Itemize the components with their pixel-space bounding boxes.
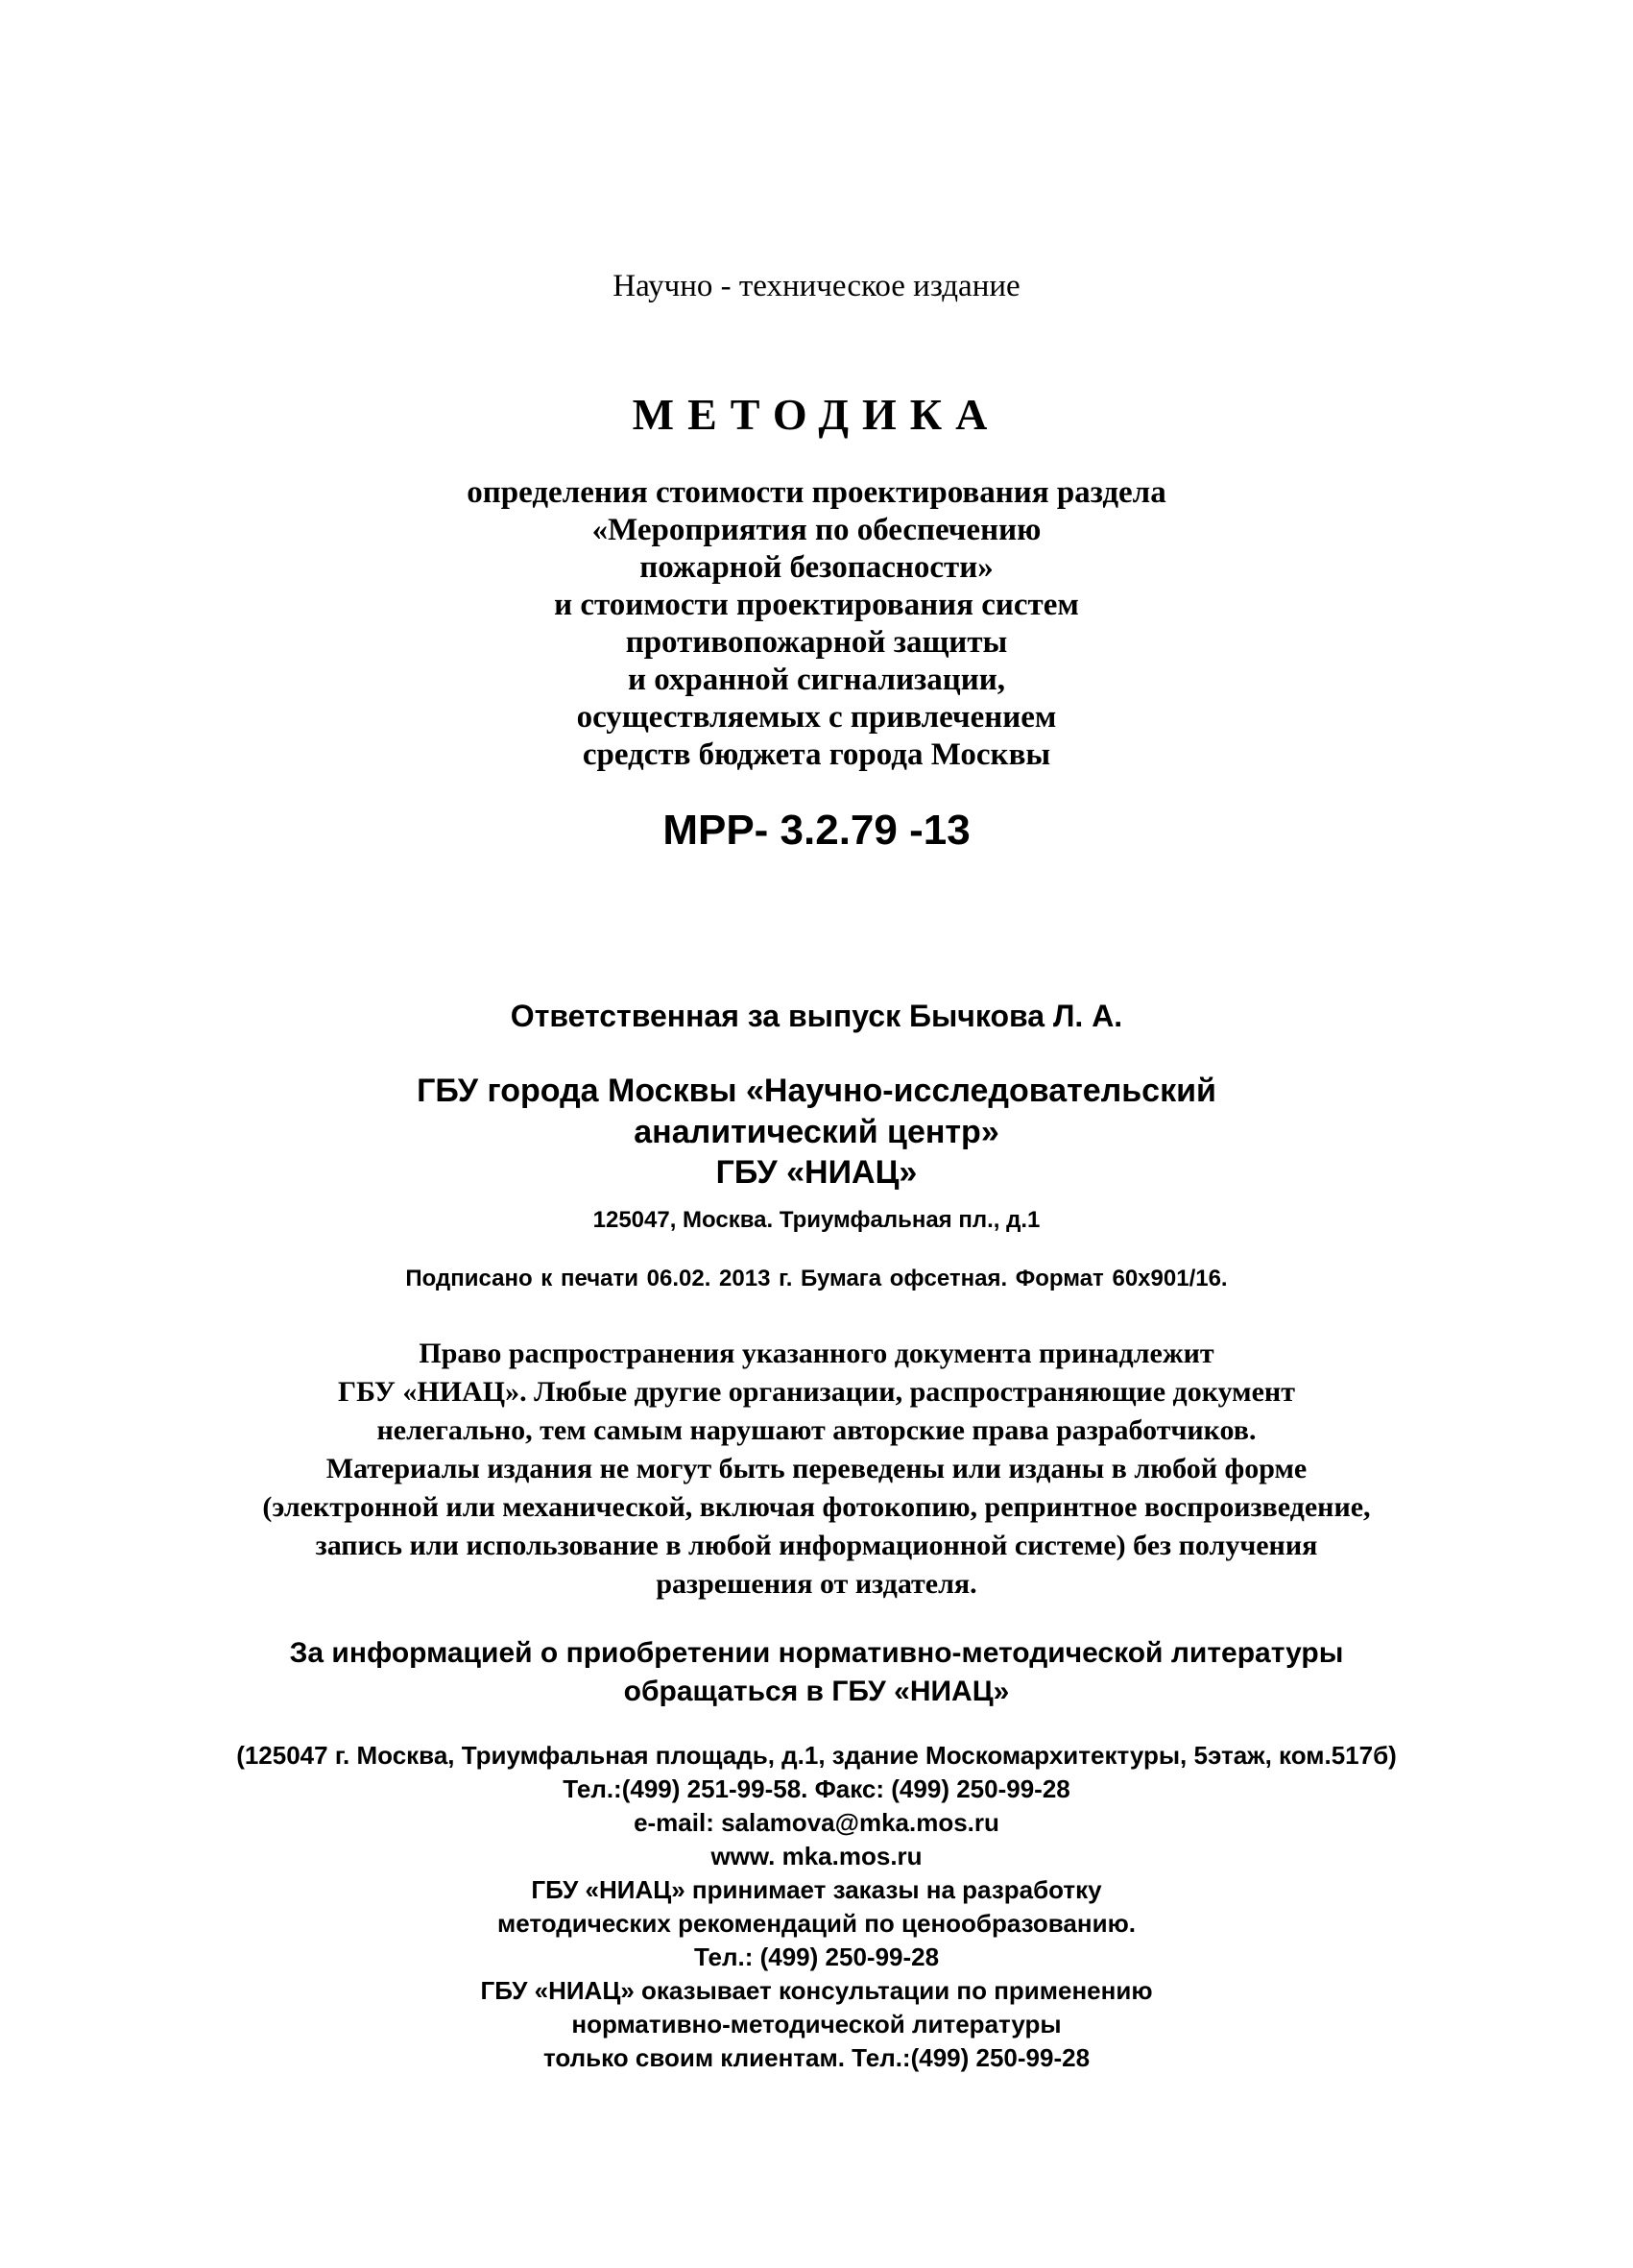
- contact-line: (125047 г. Москва, Триумфальная площадь, д.1, здание Москомархитектуры, 5этаж, ком.517б): [236, 1741, 1397, 1770]
- subtitle-line: и стоимости проектирования систем: [554, 588, 1079, 622]
- organization-address: 125047, Москва. Триумфальная пл., д.1: [592, 1207, 1041, 1233]
- contact-line: www. mka.mos.ru: [710, 1842, 923, 1870]
- subtitle-line: противопожарной защиты: [625, 625, 1008, 660]
- print-info: Подписано к печати 06.02. 2013 г. Бумага офсетная. Формат 60x901/16.: [405, 1266, 1228, 1291]
- subtitle-line: осуществляемых с привлечением: [576, 700, 1057, 735]
- document-title: МЕТОДИКА: [632, 390, 1001, 439]
- organization-line: ГБУ «НИАЦ»: [715, 1154, 918, 1191]
- organization-line: аналитический центр»: [634, 1114, 999, 1150]
- subtitle-line: средств бюджета города Москвы: [582, 737, 1051, 772]
- contact-line: Тел.:(499) 251-99-58. Факс: (499) 250-99-28: [563, 1774, 1070, 1803]
- rights-line: (электронной или механической, включая фотокопию, репринтное воспроизведение,: [262, 1491, 1371, 1523]
- subtitle-line: определения стоимости проектирования раздела: [467, 475, 1166, 510]
- document-code: МРР- 3.2.79 -13: [662, 807, 971, 854]
- contact-line: методических рекомендаций по ценообразованию.: [496, 1909, 1137, 1938]
- contact-line: ГБУ «НИАЦ» оказывает консультации по применению: [480, 1976, 1153, 2005]
- responsible-person: Ответственная за выпуск Бычкова Л. А.: [510, 999, 1123, 1033]
- subtitle-line: и охранной сигнализации,: [627, 663, 1006, 697]
- info-line: За информацией о приобретении нормативно-методической литературы: [289, 1637, 1344, 1669]
- contact-line: Тел.: (499) 250-99-28: [693, 1942, 940, 1971]
- rights-line: Материалы издания не могут быть переведены или изданы в любой форме: [325, 1453, 1308, 1484]
- contact-line: e-mail: salamova@mka.mos.ru: [634, 1808, 999, 1837]
- contact-line: нормативно-методической литературы: [571, 2010, 1062, 2039]
- subtitle-line: пожарной безопасности»: [639, 550, 994, 585]
- contact-line: только своим клиентам. Тел.:(499) 250-99-28: [542, 2043, 1091, 2072]
- rights-line: нелегально, тем самым нарушают авторские права разработчиков.: [376, 1414, 1257, 1446]
- rights-line: ГБУ «НИАЦ». Любые другие организации, распространяющие документ: [338, 1376, 1295, 1408]
- rights-line: запись или использование в любой информационной системе) без получения: [315, 1530, 1318, 1561]
- edition-label: Научно - техническое издание: [612, 269, 1021, 303]
- rights-line: разрешения от издателя.: [656, 1568, 977, 1600]
- organization-line: ГБУ города Москвы «Научно-исследовательский: [417, 1073, 1216, 1109]
- subtitle-line: «Мероприятия по обеспечению: [591, 513, 1042, 547]
- contact-line: ГБУ «НИАЦ» принимает заказы на разработку: [531, 1875, 1102, 1904]
- info-line: обращаться в ГБУ «НИАЦ»: [623, 1676, 1010, 1707]
- rights-line: Право распространения указанного документа принадлежит: [419, 1338, 1214, 1369]
